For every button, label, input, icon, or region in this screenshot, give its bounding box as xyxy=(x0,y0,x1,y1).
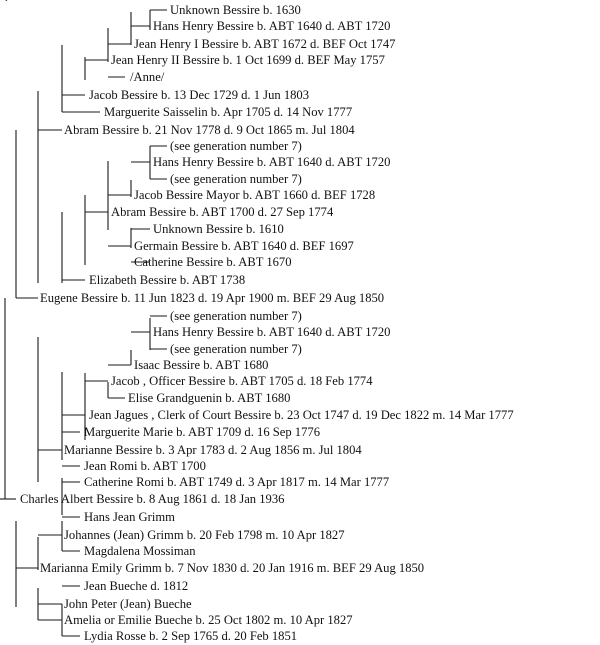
ancestor-entry: Jean Bueche d. 1812 xyxy=(84,579,189,593)
ancestor-entry: Marguerite Saisselin b. Apr 1705 d. 14 Nov 1777 xyxy=(104,105,353,119)
ancestor-entry: Catherine Bessire b. ABT 1670 xyxy=(134,255,292,269)
ancestor-entry: /Anne/ xyxy=(130,70,165,84)
ancestor-entry: Marianna Emily Grimm b. 7 Nov 1830 d. 20 Jan 1916 m. BEF 29 Aug 1850 xyxy=(40,561,425,575)
ancestor-entry: Hans Henry Bessire b. ABT 1640 d. ABT 1720 xyxy=(153,325,391,339)
ancestor-entry: Abram Bessire b. ABT 1700 d. 27 Sep 1774 xyxy=(111,205,334,219)
ancestor-entry: John Peter (Jean) Bueche xyxy=(64,597,192,611)
ancestor-entry: Abram Bessire b. 21 Nov 1778 d. 9 Oct 1865 m. Jul 1804 xyxy=(64,123,355,137)
ancestor-entry: Magdalena Mossiman xyxy=(84,544,196,558)
ancestor-entry: Jean Henry II Bessire b. 1 Oct 1699 d. BEF May 1757 xyxy=(111,53,385,67)
ancestor-entry: Unknown Bessire b. 1630 xyxy=(170,3,301,17)
scan-speck: · xyxy=(4,0,9,9)
ancestor-entry: Jacob Bessire Mayor b. ABT 1660 d. BEF 1728 xyxy=(134,188,376,202)
ancestor-entry: (see generation number 7) xyxy=(170,139,302,153)
ancestor-entry: Jacob Bessire b. 13 Dec 1729 d. 1 Jun 1803 xyxy=(89,88,310,102)
ancestor-entry: Germain Bessire b. ABT 1640 d. BEF 1697 xyxy=(134,239,354,253)
ancestor-entry: (see generation number 7) xyxy=(170,309,302,323)
ancestor-entry: Eugene Bessire b. 11 Jun 1823 d. 19 Apr 1900 m. BEF 29 Aug 1850 xyxy=(40,291,385,305)
ancestor-entry: Catherine Romi b. ABT 1749 d. 3 Apr 1817 m. 14 Mar 1777 xyxy=(84,475,390,489)
ancestor-entry: Hans Henry Bessire b. ABT 1640 d. ABT 1720 xyxy=(153,155,391,169)
ancestor-entry: Amelia or Emilie Bueche b. 25 Oct 1802 m. 10 Apr 1827 xyxy=(64,613,353,627)
ancestor-entry: Unknown Bessire b. 1610 xyxy=(153,222,284,236)
ancestor-entry: Elise Grandguenin b. ABT 1680 xyxy=(128,391,291,405)
ancestor-entry: Jean Jagues , Clerk of Court Bessire b. 23 Oct 1747 d. 19 Dec 1822 m. 14 Mar 1777 xyxy=(89,408,514,422)
ancestor-entry: Jacob , Officer Bessire b. ABT 1705 d. 18 Feb 1774 xyxy=(111,374,373,388)
ancestor-entry: Johannes (Jean) Grimm b. 20 Feb 1798 m. 10 Apr 1827 xyxy=(64,528,345,542)
ancestor-entry: (see generation number 7) xyxy=(170,342,302,356)
root-person-entry: Charles Albert Bessire b. 8 Aug 1861 d. 18 Jan 1936 xyxy=(20,492,285,506)
ancestor-entry: Lydia Rosse b. 2 Sep 1765 d. 20 Feb 1851 xyxy=(84,629,298,643)
ancestor-entry: Jean Romi b. ABT 1700 xyxy=(84,459,206,473)
ancestor-entry: Marguerite Marie b. ABT 1709 d. 16 Sep 1776 xyxy=(84,425,320,439)
ancestor-entry: Isaac Bessire b. ABT 1680 xyxy=(134,358,269,372)
ancestor-entry: Hans Henry Bessire b. ABT 1640 d. ABT 1720 xyxy=(153,19,391,33)
ancestor-entry: (see generation number 7) xyxy=(170,172,302,186)
ancestor-entry: Hans Jean Grimm xyxy=(84,510,175,524)
ancestor-entry: Jean Henry I Bessire b. ABT 1672 d. BEF Oct 1747 xyxy=(134,37,396,51)
ancestor-entry: Marianne Bessire b. 3 Apr 1783 d. 2 Aug 1856 m. Jul 1804 xyxy=(64,443,362,457)
ancestor-entry: Elizabeth Bessire b. ABT 1738 xyxy=(89,273,246,287)
